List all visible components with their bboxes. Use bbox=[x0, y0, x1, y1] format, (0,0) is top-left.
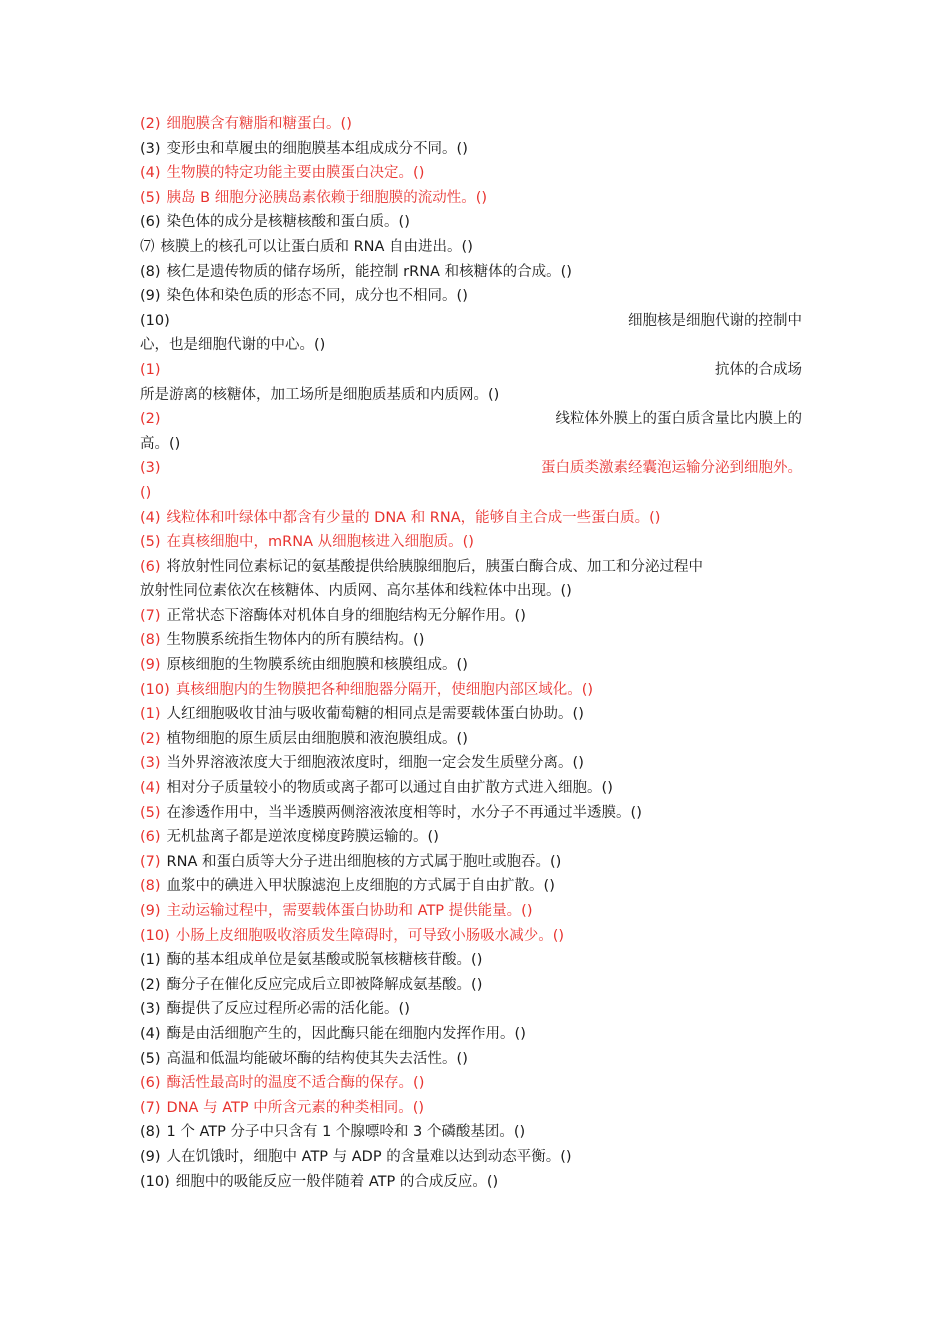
statement-number: (10) bbox=[140, 312, 170, 329]
statement-continuation bbox=[140, 432, 802, 457]
statement-number: (6) bbox=[140, 558, 161, 575]
statement-number: (8) bbox=[140, 878, 161, 895]
statement-text: 酶的基本组成单位是氨基酸或脱氧核糖核苷酸。() bbox=[166, 952, 483, 969]
statement-number: (3) bbox=[140, 1001, 161, 1018]
statement-line bbox=[140, 1145, 802, 1170]
statement-number: (5) bbox=[140, 534, 161, 551]
statement-text: 1 个 ATP 分子中只含有 1 个腺嘌呤和 3 个磷酸基团。() bbox=[166, 1124, 526, 1141]
statement-number: (9) bbox=[140, 903, 161, 919]
statement-text: 细胞膜含有糖脂和糖蛋白。() bbox=[166, 116, 352, 132]
statement-text: 酶分子在催化反应完成后立即被降解成氨基酸。() bbox=[166, 976, 483, 993]
statement-text: 在真核细胞中，mRNA 从细胞核进入细胞质。() bbox=[166, 534, 474, 551]
statement-line bbox=[140, 1071, 802, 1096]
document-page bbox=[140, 112, 802, 1194]
statement-text: 原核细胞的生物膜系统由细胞膜和核膜组成。() bbox=[166, 657, 468, 674]
statement-text: 蛋白质类激素经囊泡运输分泌到细胞外。 bbox=[541, 460, 802, 477]
statement-line bbox=[140, 1170, 802, 1195]
statement-number: (4) bbox=[140, 1025, 161, 1042]
statement-text: 生物膜的特定功能主要由膜蛋白决定。() bbox=[166, 165, 425, 182]
statement-line bbox=[140, 874, 802, 899]
statement-text: 染色体和染色质的形态不同，成分也不相同。() bbox=[166, 288, 468, 305]
statement-line bbox=[140, 678, 802, 703]
statement-number: (2) bbox=[140, 730, 161, 747]
statement-line bbox=[140, 1120, 802, 1145]
statement-line bbox=[140, 210, 802, 235]
statement-text: 线粒体外膜上的蛋白质含量比内膜上的 bbox=[555, 411, 802, 428]
statement-text: 细胞核是细胞代谢的控制中 bbox=[628, 312, 802, 329]
statement-line bbox=[140, 997, 802, 1022]
statement-number: (4) bbox=[140, 165, 161, 182]
statement-text: 当外界溶液浓度大于细胞液浓度时，细胞一定会发生质壁分离。() bbox=[166, 755, 584, 772]
statement-line bbox=[140, 112, 802, 137]
statement-number: (9) bbox=[140, 657, 161, 674]
statement-number: (5) bbox=[140, 1050, 161, 1067]
statement-line bbox=[140, 604, 802, 629]
statement-text: 酶是由活细胞产生的，因此酶只能在细胞内发挥作用。() bbox=[166, 1025, 526, 1042]
statement-number: (5) bbox=[140, 804, 161, 821]
statement-number: (6) bbox=[140, 214, 161, 231]
statement-line bbox=[140, 235, 802, 260]
statement-line bbox=[140, 555, 802, 580]
statement-text: 细胞中的吸能反应一般伴随着 ATP 的合成反应。() bbox=[175, 1173, 499, 1190]
statement-line bbox=[140, 260, 802, 285]
statement-number: (6) bbox=[140, 829, 161, 846]
statement-text: RNA 和蛋白质等大分子进出细胞核的方式属于胞吐或胞吞。() bbox=[166, 853, 562, 870]
statement-line bbox=[140, 702, 802, 727]
statement-text: 所是游离的核糖体，加工场所是细胞质基质和内质网。() bbox=[140, 386, 500, 403]
statement-line bbox=[140, 628, 802, 653]
statement-text: 放射性同位素依次在核糖体、内质网、高尔基体和线粒体中出现。() bbox=[140, 583, 572, 600]
statement-text: 主动运输过程中，需要载体蛋白协助和 ATP 提供能量。() bbox=[166, 903, 533, 919]
statement-line bbox=[140, 186, 802, 211]
statement-text: 线粒体和叶绿体中都含有少量的 DNA 和 RNA，能够自主合成一些蛋白质。() bbox=[166, 509, 661, 526]
statement-text: 将放射性同位素标记的氨基酸提供给胰腺细胞后，胰蛋白酶合成、加工和分泌过程中 bbox=[166, 558, 704, 575]
statement-continuation bbox=[140, 579, 802, 604]
statement-line bbox=[140, 1022, 802, 1047]
statement-number: (9) bbox=[140, 288, 161, 305]
statement-line bbox=[140, 899, 802, 924]
statement-line bbox=[140, 309, 802, 334]
statement-text: 正常状态下溶酶体对机体自身的细胞结构无分解作用。() bbox=[166, 607, 526, 624]
statement-line bbox=[140, 1047, 802, 1072]
statement-number: (4) bbox=[140, 780, 161, 797]
statement-number: (7) bbox=[140, 853, 161, 870]
statement-text: 生物膜系统指生物体内的所有膜结构。() bbox=[166, 632, 425, 649]
statement-text: 染色体的成分是核糖核酸和蛋白质。() bbox=[166, 214, 410, 231]
statement-continuation bbox=[140, 333, 802, 358]
statement-text: () bbox=[140, 484, 152, 501]
statement-text: 人在饥饿时，细胞中 ATP 与 ADP 的含量难以达到动态平衡。() bbox=[166, 1148, 572, 1165]
statement-number: (2) bbox=[140, 411, 161, 428]
statement-line bbox=[140, 284, 802, 309]
statement-continuation bbox=[140, 383, 802, 408]
statement-number: (4) bbox=[140, 509, 161, 526]
statement-number: (6) bbox=[140, 1075, 161, 1092]
statement-number: (7) bbox=[140, 607, 161, 624]
statement-text: 植物细胞的原生质层由细胞膜和液泡膜组成。() bbox=[166, 730, 468, 747]
statement-line bbox=[140, 948, 802, 973]
statement-number: (5) bbox=[140, 189, 161, 206]
statement-line bbox=[140, 776, 802, 801]
statement-line bbox=[140, 924, 802, 949]
statement-line bbox=[140, 530, 802, 555]
statement-number: (10) bbox=[140, 681, 170, 698]
statement-number: (10) bbox=[140, 1173, 170, 1190]
statement-text: 心，也是细胞代谢的中心。() bbox=[140, 337, 326, 354]
statement-text: DNA 与 ATP 中所含元素的种类相同。() bbox=[166, 1099, 425, 1116]
statement-text: 相对分子质量较小的物质或离子都可以通过自由扩散方式进入细胞。() bbox=[166, 780, 613, 797]
statement-line bbox=[140, 137, 802, 162]
statement-text: 真核细胞内的生物膜把各种细胞器分隔开，使细胞内部区域化。() bbox=[175, 681, 594, 698]
statement-line bbox=[140, 653, 802, 678]
statement-line bbox=[140, 456, 802, 481]
statement-text: 酶活性最高时的温度不适合酶的保存。() bbox=[166, 1075, 425, 1092]
statement-text: 人红细胞吸收甘油与吸收葡萄糖的相同点是需要载体蛋白协助。() bbox=[166, 706, 584, 723]
statement-text: 无机盐离子都是逆浓度梯度跨膜运输的。() bbox=[166, 829, 439, 846]
statement-number: (1) bbox=[140, 706, 161, 723]
statement-number: (1) bbox=[140, 952, 161, 969]
statement-line bbox=[140, 358, 802, 383]
statement-number: (8) bbox=[140, 632, 161, 649]
statement-text: 核仁是遗传物质的储存场所，能控制 rRNA 和核糖体的合成。() bbox=[166, 263, 572, 280]
statement-number: (10) bbox=[140, 927, 170, 944]
statement-number: (2) bbox=[140, 116, 161, 132]
statement-line bbox=[140, 506, 802, 531]
statement-text: 酶提供了反应过程所必需的活化能。() bbox=[166, 1001, 410, 1018]
statement-number: (2) bbox=[140, 976, 161, 993]
statement-line bbox=[140, 1096, 802, 1121]
statement-line bbox=[140, 850, 802, 875]
statement-continuation bbox=[140, 481, 802, 506]
statement-text: 抗体的合成场 bbox=[715, 361, 802, 378]
statement-text: 在渗透作用中，当半透膜两侧溶液浓度相等时，水分子不再通过半透膜。() bbox=[166, 804, 642, 821]
statement-text: 核膜上的核孔可以让蛋白质和 RNA 自由进出。() bbox=[160, 238, 473, 255]
statement-line bbox=[140, 751, 802, 776]
statement-text: 高温和低温均能破坏酶的结构使其失去活性。() bbox=[166, 1050, 468, 1067]
statement-number: (8) bbox=[140, 263, 161, 280]
statement-line bbox=[140, 407, 802, 432]
statement-line bbox=[140, 973, 802, 998]
statement-number: (3) bbox=[140, 755, 161, 772]
statement-line bbox=[140, 801, 802, 826]
statement-number: (9) bbox=[140, 1148, 161, 1165]
statement-text: 胰岛 B 细胞分泌胰岛素依赖于细胞膜的流动性。() bbox=[166, 189, 488, 206]
statement-line bbox=[140, 161, 802, 186]
statement-number: (3) bbox=[140, 140, 161, 157]
statement-number: (8) bbox=[140, 1124, 161, 1141]
statement-number: (1) bbox=[140, 361, 161, 378]
statement-number: (7) bbox=[140, 1099, 161, 1116]
statement-number: ⑺ bbox=[140, 238, 155, 255]
statement-line bbox=[140, 727, 802, 752]
statement-text: 高。() bbox=[140, 435, 181, 452]
statement-text: 变形虫和草履虫的细胞膜基本组成成分不同。() bbox=[166, 140, 468, 157]
statement-text: 小肠上皮细胞吸收溶质发生障碍时，可导致小肠吸水减少。() bbox=[175, 927, 565, 944]
statement-text: 血浆中的碘进入甲状腺滤泡上皮细胞的方式属于自由扩散。() bbox=[166, 878, 555, 895]
statement-line bbox=[140, 825, 802, 850]
statement-number: (3) bbox=[140, 460, 161, 477]
